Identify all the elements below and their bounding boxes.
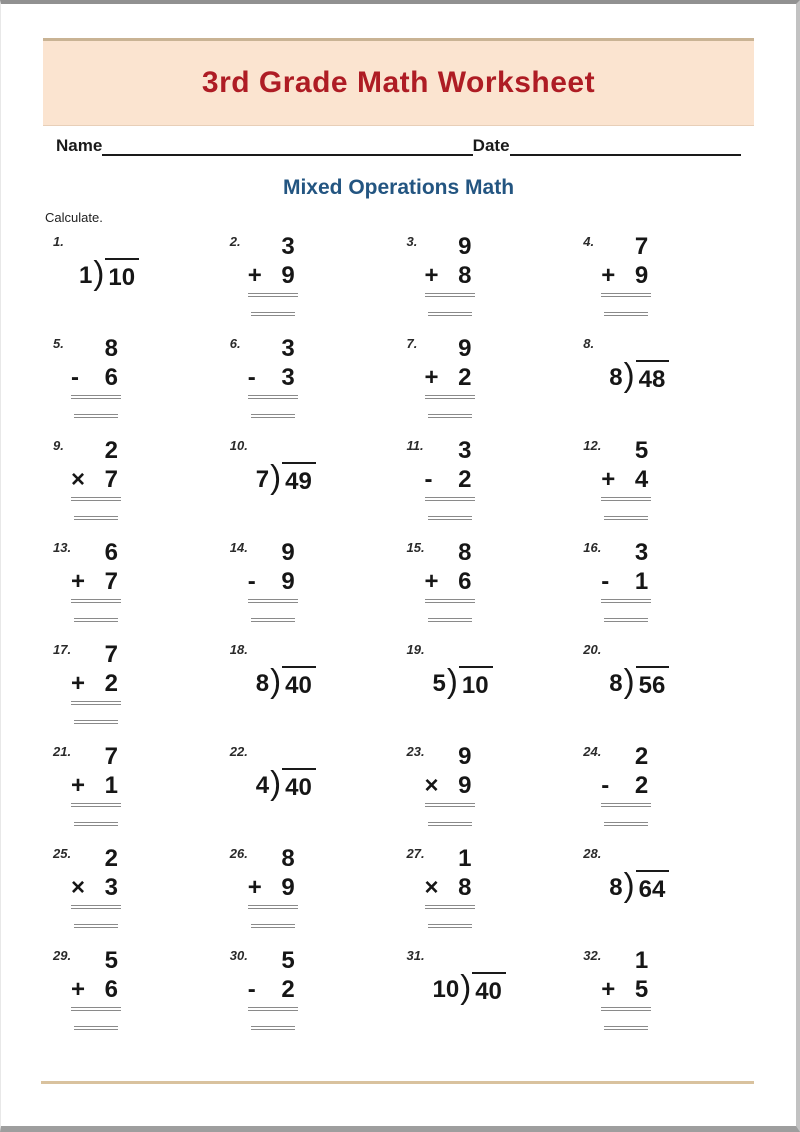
vertical-expression — [601, 231, 651, 316]
division-expression — [609, 360, 669, 394]
operator: + — [71, 772, 86, 799]
operator: - — [247, 568, 256, 595]
operator: × — [424, 772, 439, 799]
problem-number: 18. — [229, 642, 248, 657]
problem-number: 25. — [53, 846, 72, 861]
division-bracket-icon — [624, 868, 635, 901]
bottom-operand: 3 — [281, 364, 295, 391]
division-expression — [609, 666, 669, 700]
vertical-expression — [601, 537, 651, 622]
top-operand: 3 — [634, 539, 649, 566]
divisor: 10 — [432, 976, 460, 1003]
vertical-expression — [248, 945, 298, 1030]
problem-cell — [575, 537, 752, 639]
answer-blank[interactable] — [74, 822, 118, 826]
division-bracket-icon — [270, 664, 281, 697]
operator: + — [247, 874, 262, 901]
top-operand: 9 — [281, 539, 295, 566]
answer-blank[interactable] — [251, 924, 295, 928]
vertical-expression — [248, 231, 298, 316]
bottom-operand: 6 — [104, 976, 118, 1003]
operator-row — [248, 363, 298, 392]
top-operand: 6 — [104, 539, 118, 566]
operator-row — [601, 975, 651, 1004]
problem-number: 13. — [53, 540, 72, 555]
equals-rule — [71, 803, 121, 807]
bottom-operand: 5 — [634, 976, 649, 1003]
problem-cell — [45, 843, 222, 945]
problem-cell — [399, 945, 576, 1047]
problem-number: 20. — [583, 642, 602, 657]
vertical-expression — [248, 537, 298, 622]
vertical-expression — [248, 333, 298, 418]
bottom-operand: 9 — [458, 772, 472, 799]
division-bracket-icon — [93, 256, 104, 289]
division-expression — [256, 666, 316, 700]
operator: + — [424, 568, 439, 595]
problem-cell — [399, 741, 576, 843]
problem-number: 30. — [229, 948, 248, 963]
top-operand: 3 — [458, 437, 472, 464]
vertical-expression — [71, 945, 121, 1030]
bottom-divider — [41, 1081, 754, 1084]
vertical-expression — [248, 843, 298, 928]
problem-cell — [575, 333, 752, 435]
top-operand: 8 — [104, 335, 118, 362]
problem-cell — [575, 639, 752, 741]
operator-row — [71, 873, 121, 902]
bottom-operand: 9 — [281, 874, 295, 901]
dividend: 64 — [636, 870, 670, 904]
operator-row — [71, 465, 121, 494]
problem-cell — [222, 945, 399, 1047]
vertical-expression — [425, 231, 475, 316]
problem-number: 11. — [406, 438, 424, 453]
operator-row — [71, 771, 121, 800]
operator: + — [601, 976, 616, 1003]
equals-rule — [248, 905, 298, 909]
answer-blank[interactable] — [74, 924, 118, 928]
operator-row — [71, 363, 121, 392]
operator-row — [601, 567, 651, 596]
operator-row — [71, 567, 121, 596]
dividend: 10 — [459, 666, 493, 700]
problem-number: 1. — [53, 234, 64, 249]
problem-cell — [222, 741, 399, 843]
worksheet-subtitle: Mixed Operations Math — [282, 176, 515, 199]
operator: - — [424, 466, 433, 493]
problem-cell — [45, 435, 222, 537]
answer-blank[interactable] — [428, 618, 472, 622]
division-expression — [433, 666, 493, 700]
bottom-operand: 2 — [634, 772, 649, 799]
problem-cell — [399, 231, 576, 333]
operator: + — [601, 466, 616, 493]
operator-row — [601, 261, 651, 290]
problem-cell — [399, 639, 576, 741]
problem-cell — [222, 537, 399, 639]
problem-cell — [399, 333, 576, 435]
equals-rule — [601, 803, 651, 807]
problem-cell — [575, 741, 752, 843]
vertical-expression — [71, 741, 121, 826]
problem-number: 7. — [406, 336, 418, 351]
operator: × — [424, 874, 439, 901]
top-operand: 7 — [104, 743, 118, 770]
operator: + — [601, 262, 616, 289]
problem-cell — [399, 537, 576, 639]
problem-number: 4. — [583, 234, 595, 249]
operator-row — [425, 261, 475, 290]
division-bracket-icon — [624, 358, 635, 391]
problem-number: 14. — [229, 540, 248, 555]
bottom-operand: 8 — [458, 262, 472, 289]
date-blank-line[interactable] — [510, 138, 741, 156]
problem-number: 5. — [53, 336, 64, 351]
dividend: 49 — [282, 462, 316, 496]
bottom-operand: 7 — [104, 568, 118, 595]
problem-cell — [399, 435, 576, 537]
operator: - — [601, 772, 610, 799]
problem-number: 24. — [583, 744, 602, 759]
divisor: 8 — [609, 670, 623, 697]
problem-cell — [45, 741, 222, 843]
equals-rule — [601, 497, 651, 501]
operator: + — [247, 262, 262, 289]
divisor: 8 — [255, 670, 270, 697]
top-operand: 2 — [104, 437, 118, 464]
problem-number: 23. — [406, 744, 425, 759]
operator: × — [71, 874, 86, 901]
top-operand: 9 — [458, 743, 472, 770]
vertical-expression — [425, 333, 475, 418]
operator: - — [247, 976, 256, 1003]
operator: + — [71, 670, 86, 697]
operator-row — [248, 567, 298, 596]
bottom-operand: 7 — [104, 466, 118, 493]
division-expression — [609, 870, 669, 904]
answer-blank[interactable] — [428, 414, 472, 418]
vertical-expression — [71, 843, 121, 928]
top-operand: 8 — [281, 845, 295, 872]
operator-row — [601, 771, 651, 800]
operator: + — [71, 976, 86, 1003]
equals-rule — [71, 701, 121, 705]
vertical-expression — [601, 945, 651, 1030]
divisor: 8 — [609, 874, 623, 901]
bottom-operand: 9 — [634, 262, 649, 289]
vertical-expression — [601, 741, 651, 826]
problem-number: 12. — [583, 438, 602, 453]
divisor: 1 — [79, 262, 93, 289]
equals-rule — [248, 599, 298, 603]
equals-rule — [71, 905, 121, 909]
divisor: 7 — [255, 466, 270, 493]
top-operand: 3 — [281, 335, 295, 362]
problem-cell — [45, 639, 222, 741]
vertical-expression — [425, 537, 475, 622]
division-expression — [433, 972, 506, 1006]
equals-rule — [71, 497, 121, 501]
bottom-operand: 2 — [281, 976, 295, 1003]
operator-row — [71, 669, 121, 698]
operator-row — [248, 873, 298, 902]
worksheet-title: 3rd Grade Math Worksheet — [201, 66, 596, 99]
dividend: 40 — [472, 972, 506, 1006]
bottom-operand: 2 — [458, 364, 472, 391]
vertical-expression — [71, 435, 121, 520]
operator-row — [425, 363, 475, 392]
bottom-operand: 4 — [634, 466, 649, 493]
problem-number: 32. — [583, 948, 602, 963]
top-operand: 9 — [458, 233, 472, 260]
division-expression — [256, 462, 316, 496]
vertical-expression — [71, 333, 121, 418]
bottom-operand: 2 — [104, 670, 118, 697]
name-date-row — [56, 136, 741, 156]
answer-blank[interactable] — [74, 618, 118, 622]
equals-rule — [425, 905, 475, 909]
operator: - — [601, 568, 610, 595]
dividend: 40 — [282, 768, 316, 802]
answer-blank[interactable] — [428, 312, 472, 316]
operator: + — [71, 568, 86, 595]
division-bracket-icon — [624, 664, 635, 697]
problem-number: 21. — [53, 744, 72, 759]
equals-rule — [425, 293, 475, 297]
date-label: Date — [472, 136, 510, 155]
problem-number: 6. — [229, 336, 241, 351]
answer-blank[interactable] — [74, 1026, 118, 1030]
vertical-expression — [601, 435, 651, 520]
answer-blank[interactable] — [428, 822, 472, 826]
problem-cell — [222, 843, 399, 945]
dividend: 40 — [282, 666, 316, 700]
answer-blank[interactable] — [251, 618, 295, 622]
problem-cell — [399, 843, 576, 945]
answer-blank[interactable] — [74, 516, 118, 520]
bottom-operand: 6 — [458, 568, 472, 595]
problem-cell — [575, 843, 752, 945]
problem-cell — [222, 231, 399, 333]
top-operand: 3 — [281, 233, 295, 260]
problem-number: 22. — [229, 744, 248, 759]
problem-cell — [45, 231, 222, 333]
problem-cell — [222, 639, 399, 741]
top-operand: 5 — [104, 947, 118, 974]
answer-blank[interactable] — [74, 720, 118, 724]
problem-number: 3. — [406, 234, 418, 249]
operator-row — [425, 771, 475, 800]
operator: + — [424, 262, 439, 289]
equals-rule — [425, 803, 475, 807]
operator-row — [425, 873, 475, 902]
top-operand: 2 — [634, 743, 649, 770]
bottom-operand: 2 — [458, 466, 472, 493]
operator: - — [71, 364, 79, 391]
answer-blank[interactable] — [428, 516, 472, 520]
problems-grid — [45, 231, 752, 1047]
name-blank-line[interactable] — [102, 138, 472, 156]
problem-number: 2. — [229, 234, 241, 249]
equals-rule — [425, 599, 475, 603]
problem-cell — [45, 945, 222, 1047]
bottom-operand: 1 — [104, 772, 118, 799]
answer-blank[interactable] — [251, 1026, 295, 1030]
division-bracket-icon — [447, 664, 458, 697]
top-operand: 9 — [458, 335, 472, 362]
answer-blank[interactable] — [251, 312, 295, 316]
top-operand: 7 — [104, 641, 118, 668]
problem-cell — [575, 435, 752, 537]
equals-rule — [71, 599, 121, 603]
problem-number: 31. — [406, 948, 425, 963]
problem-cell — [222, 333, 399, 435]
worksheet-header-banner — [43, 38, 754, 126]
vertical-expression — [425, 435, 475, 520]
top-operand: 8 — [458, 539, 472, 566]
bottom-operand: 9 — [281, 568, 295, 595]
vertical-expression — [71, 537, 121, 622]
answer-blank[interactable] — [428, 924, 472, 928]
dividend: 10 — [105, 258, 139, 292]
equals-rule — [71, 395, 121, 399]
equals-rule — [71, 1007, 121, 1011]
operator: + — [424, 364, 439, 391]
answer-blank[interactable] — [74, 414, 118, 418]
equals-rule — [601, 599, 651, 603]
top-operand: 5 — [634, 437, 649, 464]
equals-rule — [425, 395, 475, 399]
problem-number: 15. — [406, 540, 425, 555]
division-bracket-icon — [270, 460, 281, 493]
bottom-operand: 9 — [281, 262, 295, 289]
division-expression — [79, 258, 139, 292]
top-operand: 5 — [281, 947, 295, 974]
problem-number: 19. — [406, 642, 425, 657]
operator-row — [425, 465, 475, 494]
answer-blank[interactable] — [604, 822, 648, 826]
equals-rule — [601, 293, 651, 297]
problem-cell — [575, 945, 752, 1047]
equals-rule — [425, 497, 475, 501]
operator-row — [601, 465, 651, 494]
dividend: 48 — [636, 360, 670, 394]
problem-cell — [45, 333, 222, 435]
answer-blank[interactable] — [604, 618, 648, 622]
top-operand: 1 — [458, 845, 472, 872]
equals-rule — [248, 293, 298, 297]
problem-number: 16. — [583, 540, 602, 555]
instruction-label: Calculate. — [45, 210, 103, 225]
operator-row — [425, 567, 475, 596]
problem-number: 10. — [229, 438, 248, 453]
operator-row — [248, 975, 298, 1004]
problem-number: 8. — [583, 336, 595, 351]
problem-number: 29. — [53, 948, 72, 963]
division-expression — [256, 768, 316, 802]
top-operand: 1 — [634, 947, 649, 974]
problem-cell — [45, 537, 222, 639]
problem-cell — [575, 231, 752, 333]
equals-rule — [248, 1007, 298, 1011]
answer-blank[interactable] — [604, 516, 648, 520]
problem-number: 9. — [53, 438, 64, 453]
divisor: 4 — [255, 772, 270, 799]
division-bracket-icon — [270, 766, 281, 799]
name-label: Name — [56, 136, 103, 155]
dividend: 56 — [636, 666, 670, 700]
vertical-expression — [425, 741, 475, 826]
problem-number: 26. — [229, 846, 248, 861]
vertical-expression — [425, 843, 475, 928]
operator-row — [248, 261, 298, 290]
vertical-expression — [71, 639, 121, 724]
bottom-operand: 6 — [104, 364, 118, 391]
answer-blank[interactable] — [604, 312, 648, 316]
equals-rule — [601, 1007, 651, 1011]
answer-blank[interactable] — [604, 1026, 648, 1030]
equals-rule — [248, 395, 298, 399]
problem-number: 27. — [406, 846, 425, 861]
bottom-operand: 3 — [104, 874, 118, 901]
problem-cell — [222, 435, 399, 537]
bottom-operand: 1 — [634, 568, 649, 595]
operator: - — [247, 364, 256, 391]
problem-number: 28. — [583, 846, 602, 861]
top-operand: 2 — [104, 845, 118, 872]
problem-number: 17. — [53, 642, 72, 657]
top-operand: 7 — [634, 233, 649, 260]
operator-row — [71, 975, 121, 1004]
divisor: 8 — [609, 364, 623, 391]
answer-blank[interactable] — [251, 414, 295, 418]
bottom-operand: 8 — [458, 874, 472, 901]
divisor: 5 — [432, 670, 446, 697]
division-bracket-icon — [460, 970, 471, 1003]
operator: × — [71, 466, 86, 493]
